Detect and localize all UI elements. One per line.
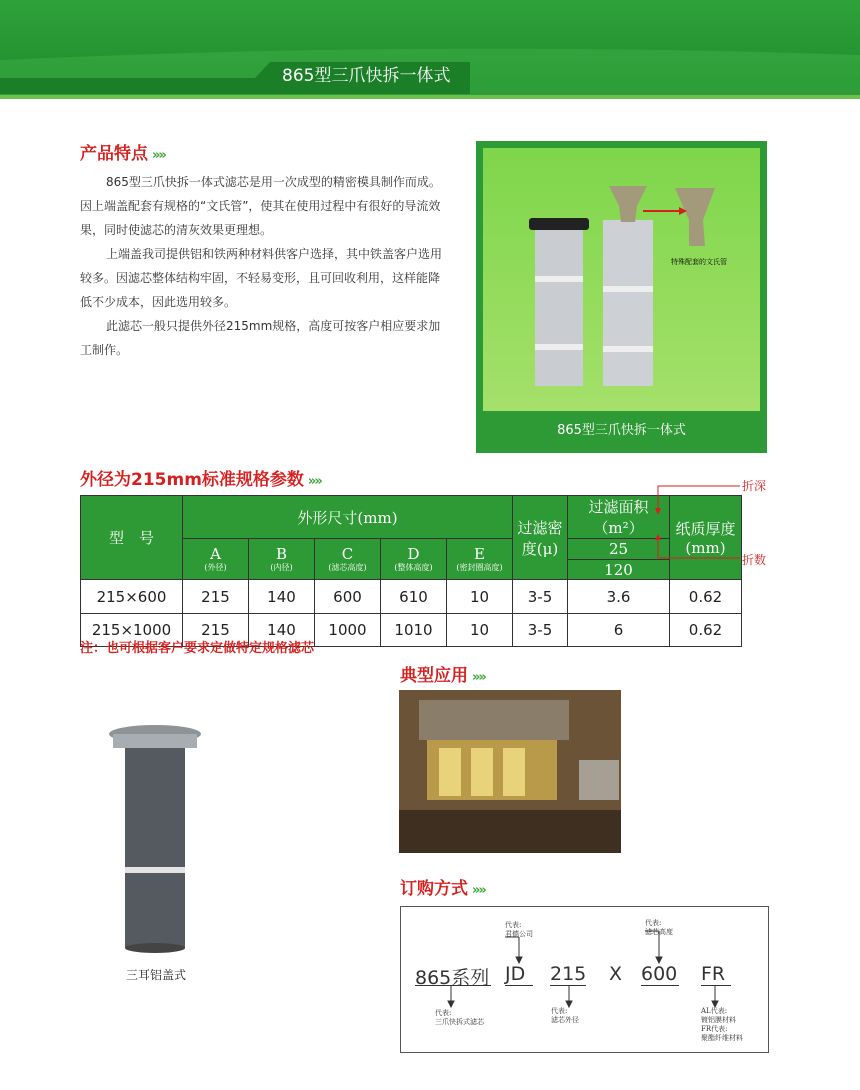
- application-heading-text: 典型应用: [400, 666, 468, 686]
- dim-desc: (内径): [270, 563, 293, 572]
- spec-table: [80, 495, 742, 647]
- application-heading: [400, 661, 485, 686]
- row-cell: 140: [249, 580, 315, 614]
- col-area: 过滤面积（m²）: [568, 496, 670, 539]
- code-brand: JD: [505, 963, 526, 985]
- photo-caption: 865型三爪快拆一体式: [557, 423, 686, 438]
- double-chevron-icon: »»: [152, 148, 165, 163]
- label-series: 代表: 三爪快拆式滤芯: [435, 1009, 484, 1026]
- order-code-box: [400, 906, 769, 1053]
- row-cell: 3.6: [568, 580, 670, 614]
- page-title: 865型三爪快拆一体式: [282, 66, 451, 86]
- row-cell: 10: [447, 580, 513, 614]
- venturi-label: 特殊配套的文氏管: [671, 258, 727, 266]
- code-separator: X: [609, 963, 623, 985]
- three-ear-cartridge-image: [105, 722, 205, 957]
- label-material: AL代表: 镀铝膜材料 FR代表: 聚酯纤维材料: [701, 1007, 743, 1042]
- row-cell: 6: [568, 614, 670, 647]
- double-chevron-icon: »»: [472, 670, 485, 685]
- label-height: 代表: 滤芯高度: [645, 919, 673, 936]
- dim-letter: B: [275, 545, 288, 563]
- area-count: 120: [568, 560, 670, 580]
- order-heading: [400, 874, 485, 899]
- dim-b: [249, 539, 315, 580]
- features-heading: [80, 139, 165, 164]
- application-photo: [399, 690, 621, 853]
- dim-c: [315, 539, 381, 580]
- spec-note: 注：也可根据客户要求定做特定规格滤芯: [80, 641, 315, 656]
- dim-desc: (滤芯高度): [328, 563, 367, 572]
- dim-letter: D: [407, 545, 420, 563]
- row-cell: 10: [447, 614, 513, 647]
- dim-desc: (整体高度): [394, 563, 433, 572]
- row-cell: 0.62: [670, 580, 742, 614]
- order-heading-text: 订购方式: [400, 879, 468, 899]
- col-model: 型 号: [81, 496, 183, 580]
- dim-letter: E: [474, 545, 485, 563]
- filter-cartridge-illustration: [483, 148, 760, 411]
- dim-letter: C: [341, 545, 354, 563]
- product-photo: [483, 148, 760, 411]
- dim-a: [183, 539, 249, 580]
- row-cell: 1010: [381, 614, 447, 647]
- product-photo-box: [476, 141, 767, 453]
- code-material: FR: [701, 963, 726, 985]
- row-cell: 600: [315, 580, 381, 614]
- row-cell: 0.62: [670, 614, 742, 647]
- code-series: 865系列: [415, 967, 490, 989]
- features-paragraph: 此滤芯一般只提供外径215mm规格，高度可按客户相应要求加工制作。: [80, 319, 441, 357]
- code-height: 600: [641, 963, 678, 985]
- label-brand: 代表: 君德公司: [505, 921, 533, 938]
- callout-count: 折数: [742, 553, 767, 567]
- col-precision: 过滤密度(μ): [513, 496, 568, 580]
- row-model: 215×600: [81, 580, 183, 614]
- row-cell: 3-5: [513, 580, 568, 614]
- double-chevron-icon: »»: [307, 474, 321, 489]
- code-diameter: 215: [550, 963, 587, 985]
- features-paragraph: 上端盖我司提供铝和铁两种材料供客户选择，其中铁盖客户选用较多。因滤芯整体结构牢固，不轻易变形，且可回收利用，这样能降低不少成本，因此选用较多。: [80, 247, 443, 309]
- row-cell: 1000: [315, 614, 381, 647]
- dim-desc: (外径): [204, 563, 227, 572]
- col-thickness: 纸质厚度(mm): [670, 496, 742, 580]
- row-cell: 610: [381, 580, 447, 614]
- application-scene: [399, 690, 621, 853]
- row-cell: 215: [183, 580, 249, 614]
- features-body: [80, 170, 442, 362]
- row-cell: 215: [183, 614, 249, 647]
- features-paragraph: 865型三爪快拆一体式滤芯是用一次成型的精密模具制作而成。因上端盖配套有规格的“文氏管”，使其在使用过程中有很好的导流效果，同时使滤芯的清灰效果更理想。: [80, 175, 441, 237]
- spec-heading-text: 外径为215mm标准规格参数: [80, 470, 304, 490]
- dim-d: [381, 539, 447, 580]
- label-diameter: 代表: 滤芯外径: [551, 1007, 579, 1024]
- row-cell: 3-5: [513, 614, 568, 647]
- features-heading-text: 产品特点: [80, 144, 148, 164]
- area-depth: 25: [568, 539, 670, 560]
- spec-heading: [80, 465, 321, 490]
- dim-letter: A: [210, 545, 221, 563]
- dim-e: [447, 539, 513, 580]
- dim-desc: (密封圈高度): [456, 563, 503, 572]
- callout-depth: 折深: [742, 479, 767, 493]
- col-dims: 外形尺寸(mm): [183, 496, 513, 539]
- product2-caption: 三耳铝盖式: [126, 968, 187, 982]
- double-chevron-icon: »»: [472, 883, 485, 898]
- row-model: 215×1000: [81, 614, 183, 647]
- row-cell: 140: [249, 614, 315, 647]
